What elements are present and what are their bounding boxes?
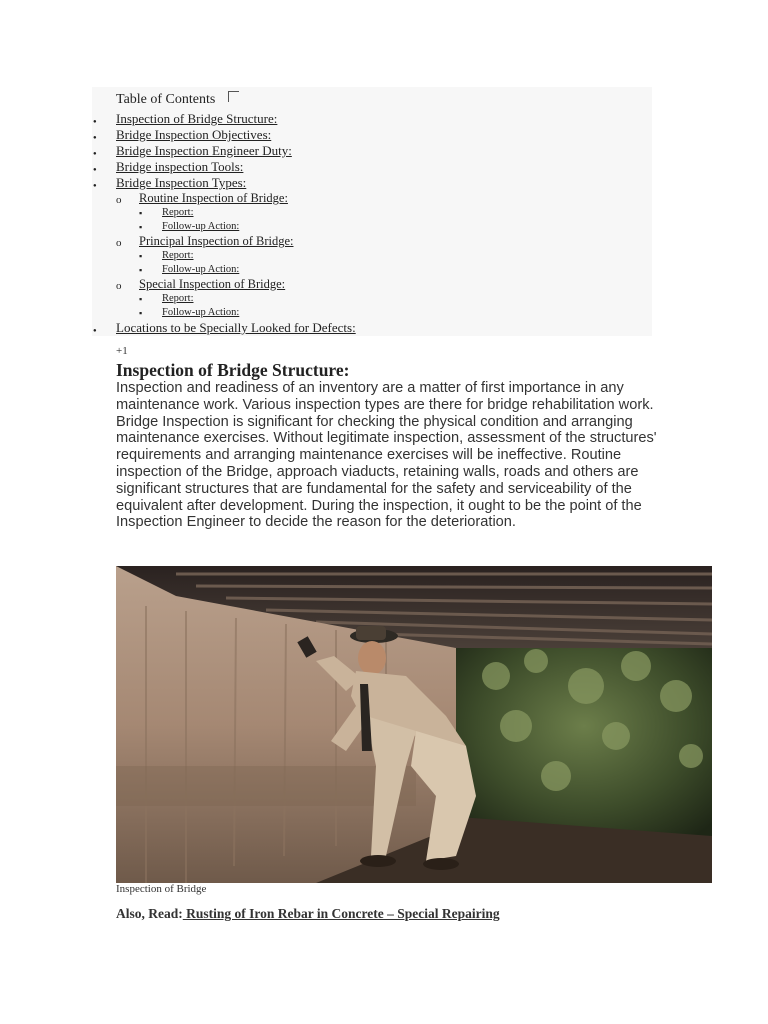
bullet-icon — [93, 179, 97, 191]
toc-item-locations-defects[interactable]: Locations to be Specially Looked for Defects: — [116, 320, 356, 335]
toc-item-engineer-duty[interactable]: Bridge Inspection Engineer Duty: — [116, 143, 292, 158]
toc-item-objectives[interactable]: Bridge Inspection Objectives: — [116, 127, 272, 142]
bullet-icon — [139, 265, 142, 275]
toc-item-routine-report[interactable]: Report: — [162, 207, 194, 218]
plus-one-counter[interactable]: +1 — [116, 345, 128, 357]
toc-item-principal-follow-up[interactable]: Follow-up Action: — [162, 264, 240, 275]
also-read-prefix: Also, Read: — [116, 906, 183, 921]
bullet-icon — [139, 208, 142, 218]
section-heading: Inspection of Bridge Structure: — [116, 360, 350, 380]
bullet-icon — [116, 281, 122, 291]
image-caption: Inspection of Bridge — [116, 883, 207, 895]
toc-item-inspection-types[interactable]: Bridge Inspection Types: — [116, 175, 247, 190]
bridge-inspection-photo — [116, 566, 712, 883]
toc-item-routine-inspection[interactable]: Routine Inspection of Bridge: — [139, 191, 288, 205]
bullet-icon — [93, 115, 97, 127]
toc-toggle-icon[interactable] — [228, 91, 239, 102]
also-read — [116, 906, 500, 922]
bullet-icon — [93, 131, 97, 143]
bullet-icon — [116, 195, 122, 205]
toc-item-principal-inspection[interactable]: Principal Inspection of Bridge: — [139, 234, 294, 248]
bullet-icon — [139, 222, 142, 232]
toc-item-special-report[interactable]: Report: — [162, 293, 194, 304]
section-paragraph: Inspection and readiness of an inventory are a matter of first importance in any maintenance work. Various inspection types are there for bridge rehabilitation work. Bridge Inspection is significant for checking the physical condition and arranging maintenance exercises. Without legitimate inspection, assessment of the structures' requirements and arranging maintenance exercises will be ineffective. Routine inspection of the Bridge, approach viaducts, retaining walls, roads and others are significant structures that are fundamental for the safety and serviceability of the equivalent after development. During the inspection, it ought to be the point of the Inspection Engineer to decide the reason for the deterioration. — [116, 380, 657, 531]
toc-item-special-follow-up[interactable]: Follow-up Action: — [162, 307, 240, 318]
toc-item-tools[interactable]: Bridge inspection Tools: — [116, 159, 244, 174]
bullet-icon — [93, 147, 97, 159]
bullet-icon — [139, 251, 142, 261]
also-read-link[interactable]: Rusting of Iron Rebar in Concrete – Special Repairing — [182, 906, 500, 921]
bullet-icon — [116, 238, 122, 248]
toc-item-routine-follow-up[interactable]: Follow-up Action: — [162, 221, 240, 232]
toc-item-principal-report[interactable]: Report: — [162, 250, 194, 261]
toc-item-special-inspection[interactable]: Special Inspection of Bridge: — [139, 277, 286, 291]
toc-item-inspection-of-bridge-structure[interactable]: Inspection of Bridge Structure: — [116, 111, 278, 126]
toc-title: Table of Contents — [116, 92, 216, 107]
bullet-icon — [93, 163, 97, 175]
bullet-icon — [93, 324, 97, 336]
bullet-icon — [139, 308, 142, 318]
bullet-icon — [139, 294, 142, 304]
